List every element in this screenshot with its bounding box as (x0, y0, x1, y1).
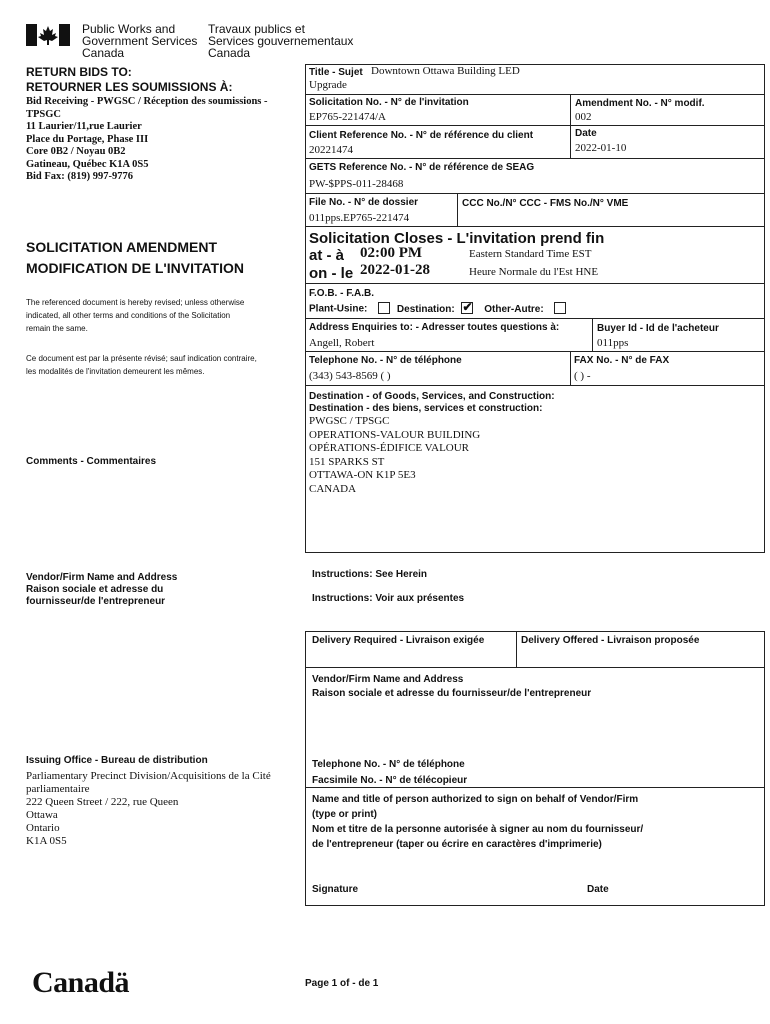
destination-label: Destination: (396, 303, 455, 315)
file-no-label: File No. - N° de dossier (309, 197, 419, 208)
amendment-note-fr: Ce document est par la présente révisé; sauf indication contraire, les modalités de l'invitation demeurent les mêmes. (26, 354, 257, 376)
gets-ref-label: GETS Reference No. - N° de référence de SEAG (309, 162, 535, 173)
delivery-required-label: Delivery Required - Livraison exigée (312, 635, 485, 646)
address-enquiries-label: Address Enquiries to: - Adresser toutes questions à: (309, 322, 560, 333)
canada-flag-logo (26, 24, 70, 46)
destination-address: PWGSC / TPSGC OPERATIONS-VALOUR BUILDING OPÉRATIONS-ÉDIFICE VALOUR 151 SPARKS ST OTTAWA-ON K1P 5E3 CANADA (309, 415, 481, 495)
date-value: 2022-01-10 (575, 142, 627, 154)
destination-goods-label: Destination - of Goods, Services, and Construction: Destination - des biens, services et construction: (309, 391, 555, 414)
buyer-id-label: Buyer Id - Id de l'acheteur (597, 323, 719, 334)
destination-checkbox[interactable] (461, 302, 473, 314)
timezone-fr: Heure Normale du l'Est HNE (469, 266, 599, 278)
at-label: at - à (309, 247, 345, 264)
signature-label: Signature (312, 884, 359, 895)
client-ref-value: 20221474 (309, 144, 353, 156)
file-no-value: 011pps.EP765-221474 (309, 212, 410, 224)
canada-wordmark: Canadä (32, 966, 130, 999)
signature-date-label: Date (587, 884, 609, 895)
instructions-fr: Instructions: Voir aux présentes (312, 593, 465, 604)
closing-time: 02:00 PM (360, 245, 423, 261)
dept-name-en: Public Works and Government Services Canada (82, 22, 198, 60)
plant-label: Plant-Usine: (309, 303, 368, 315)
fob-label: F.O.B. - F.A.B. (309, 288, 374, 299)
date-label: Date (575, 128, 597, 139)
gets-ref-value: PW-$PPS-011-28468 (309, 178, 404, 190)
dept-name-fr: Travaux publics et Services gouvernementaux Canada (208, 22, 354, 60)
amendment-title: SOLICITATION AMENDMENT MODIFICATION DE L'INVITATION (26, 239, 244, 276)
delivery-offered-label: Delivery Offered - Livraison proposée (521, 635, 700, 646)
comments-label: Comments - Commentaires (26, 456, 157, 467)
return-bids-address: Bid Receiving - PWGSC / Réception des soumissions - TPSGC 11 Laurier/11,rue Laurier Place du Portage, Phase III Core 0B2 / Noyau 0B2 Gatineau, Québec K1A 0S5 Bid Fax: (819) 997-9776 (26, 96, 268, 182)
timezone-en: Eastern Standard Time EST (469, 248, 592, 260)
vendor-left-label: Vendor/Firm Name and Address Raison sociale et adresse du fournisseur/de l'entrepreneur (26, 572, 178, 607)
issuing-office-label: Issuing Office - Bureau de distribution (26, 755, 208, 766)
amendment-no-value: 002 (575, 111, 592, 123)
authorized-person-label: Name and title of person authorized to sign on behalf of Vendor/Firm (type or print) Nom et titre de la personne autorisée à signer au nom du fournisseur/ de l'entrepreneur (taper ou écrire en caractères d'imprimerie) (312, 794, 644, 850)
solicitation-closes-title: Solicitation Closes - L'invitation prend fin (309, 230, 605, 247)
return-bids-title: RETURN BIDS TO: RETOURNER LES SOUMISSIONS À: (26, 65, 233, 94)
other-label: Other-Autre: (484, 303, 544, 315)
amendment-no-label: Amendment No. - N° modif. (575, 98, 705, 109)
vendor-telephone-label: Telephone No. - N° de téléphone (312, 759, 465, 770)
page-number: Page 1 of - de 1 (305, 978, 379, 989)
other-checkbox[interactable] (554, 302, 566, 314)
solicitation-no-value: EP765-221474/A (309, 111, 386, 123)
ccc-no-label: CCC No./N° CCC - FMS No./N° VME (462, 198, 629, 209)
plant-checkbox[interactable] (378, 302, 390, 314)
client-ref-label: Client Reference No. - N° de référence du client (309, 130, 534, 141)
telephone-value: (343) 543-8569 ( ) (309, 370, 391, 382)
issuing-office-address: Parliamentary Precinct Division/Acquisitions de la Cité parliamentaire 222 Queen Street / 222, rue Queen Ottawa Ontario K1A 0S5 (26, 770, 271, 847)
vendor-name-label: Vendor/Firm Name and Address Raison sociale et adresse du fournisseur/de l'entrepreneur (312, 674, 592, 699)
on-label: on - le (309, 265, 354, 282)
title-label: Title - Sujet (309, 67, 363, 78)
instructions-en: Instructions: See Herein (312, 569, 428, 580)
title-value-line2: Upgrade (309, 79, 347, 91)
address-enquiries-value: Angell, Robert (309, 337, 375, 349)
fob-options (309, 303, 566, 315)
buyer-id-value: 011pps (597, 337, 629, 349)
title-value: Downtown Ottawa Building LED (371, 65, 520, 77)
amendment-note-en: The referenced document is hereby revised; unless otherwise indicated, all other terms and conditions of the Solicitation remain the same. (26, 298, 245, 333)
closing-date: 2022-01-28 (360, 262, 430, 278)
vendor-fax-label: Facsimile No. - N° de télécopieur (312, 775, 468, 786)
fax-label: FAX No. - N° de FAX (574, 355, 670, 366)
solicitation-no-label: Solicitation No. - N° de l'invitation (309, 97, 469, 108)
fax-value: ( ) - (574, 370, 591, 382)
telephone-label: Telephone No. - N° de téléphone (309, 355, 462, 366)
